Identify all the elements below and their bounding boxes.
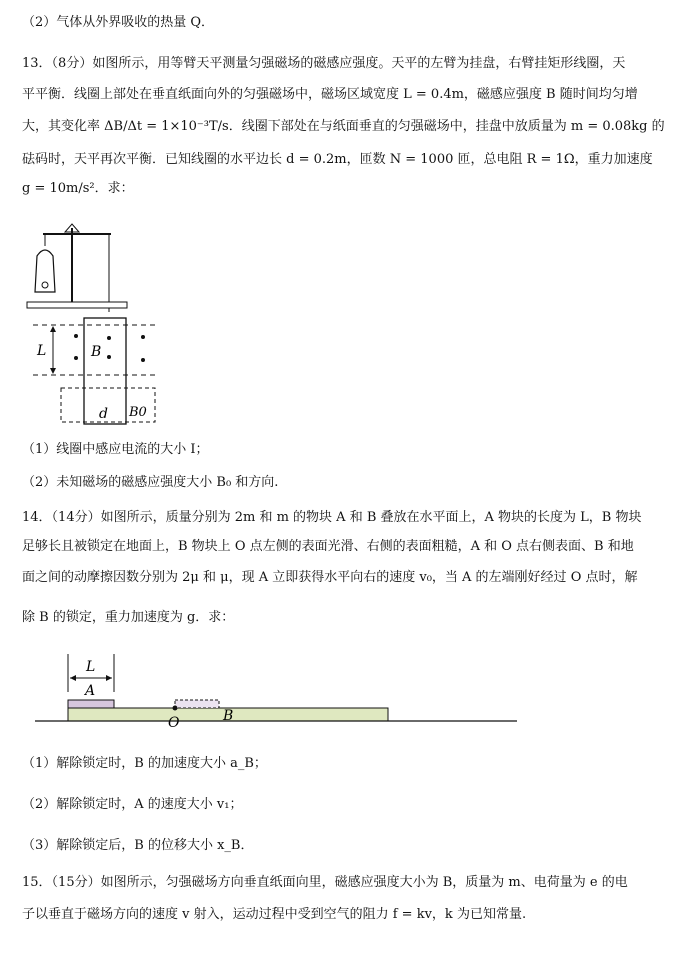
question-13-line: 大，其变化率 ΔB/Δt = 1×10⁻³T/s．线圈下部处在与纸面垂直的匀强磁场中，挂盘中放质量为 m = 0.08kg 的 — [22, 119, 665, 134]
figure-label-d: d — [99, 406, 108, 422]
figure-label-O: O — [168, 715, 180, 731]
question-14-line: 足够长且被锁定在地面上，B 物块上 O 点左侧的表面光滑、右侧的表面粗糙，A 和 O 点右侧表面、B 和地 — [22, 539, 634, 554]
question-13-subquestion: （1）线圈中感应电流的大小 I； — [22, 442, 209, 457]
blocks-figure — [35, 652, 525, 732]
figure-label-B0: B0 — [129, 405, 147, 420]
figure-label-L: L — [37, 343, 47, 359]
question-14-line: 除 B 的锁定，重力加速度为 g．求： — [22, 610, 235, 625]
question-14-subquestion: （3）解除锁定后，B 的位移大小 x_B． — [22, 838, 254, 853]
question-15-line: 子以垂直于磁场方向的速度 v 射入，运动过程中受到空气的阻力 f = kv，k 为已知常量. — [22, 907, 527, 922]
question-13-line: 砝码时，天平再次平衡．已知线圈的水平边长 d = 0.2m，匝数 N = 1000 匝，总电阻 R = 1Ω，重力加速度 — [22, 152, 653, 167]
question-14-line: 面之间的动摩擦因数分别为 2μ 和 μ，现 A 立即获得水平向右的速度 v₀，当 A 的左端刚好经过 O 点时，解 — [22, 570, 638, 585]
balance-figure — [25, 220, 165, 430]
question-14-line: 14．（14分）如图所示，质量分别为 2m 和 m 的物块 A 和 B 叠放在水平面上，A 物块的长度为 L，B 物块 — [22, 510, 642, 525]
figure-label-L: L — [86, 659, 96, 675]
question-13-line: g = 10m/s²．求： — [22, 181, 134, 196]
question-13-line: 13．（8分）如图所示，用等臂天平测量匀强磁场的磁感应强度。天平的左臂为挂盘，右臂挂矩形线圈，天 — [22, 56, 626, 71]
question-15-line: 15．（15分）如图所示，匀强磁场方向垂直纸面向里，磁感应强度大小为 B，质量为 m、电荷量为 e 的电 — [22, 875, 628, 890]
figure-label-B: B — [223, 708, 234, 724]
question-13-line: 平平衡．线圈上部处在垂直纸面向外的匀强磁场中，磁场区域宽度 L = 0.4m，磁感应强度 B 随时间均匀增 — [22, 87, 638, 102]
question-13-subquestion: （2）未知磁场的磁感应强度大小 B₀ 和方向. — [22, 475, 279, 490]
text-line: （2）气体从外界吸收的热量 Q． — [22, 15, 215, 30]
figure-label-B: B — [91, 344, 102, 360]
question-14-subquestion: （2）解除锁定时，A 的速度大小 v₁； — [22, 797, 243, 812]
figure-label-A: A — [85, 683, 96, 699]
question-14-subquestion: （1）解除锁定时，B 的加速度大小 a_B； — [22, 756, 267, 771]
